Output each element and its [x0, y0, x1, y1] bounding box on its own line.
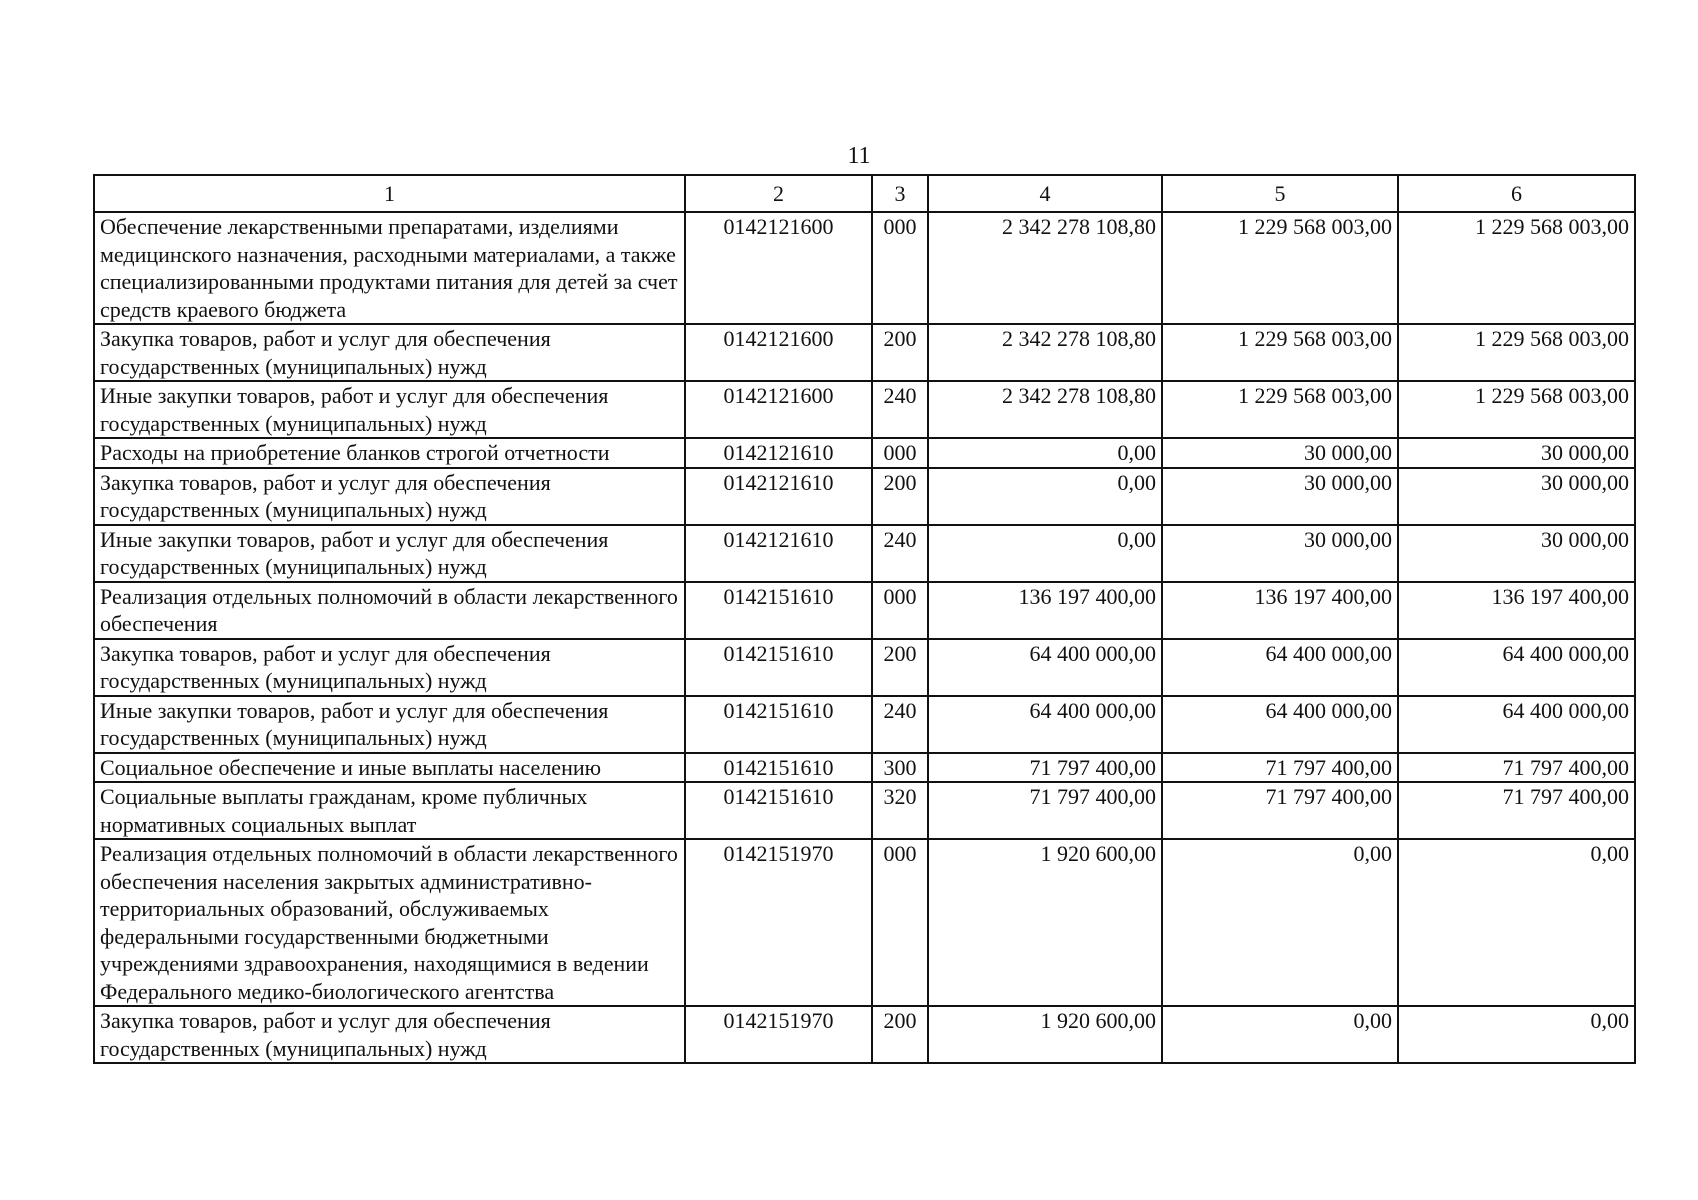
expense-type-code: 240 — [872, 381, 928, 438]
expense-name: Расходы на приобретение бланков строгой отчетности — [94, 438, 685, 468]
column-header: 1 — [94, 175, 685, 212]
column-header: 2 — [685, 175, 872, 212]
amount-col-6: 30 000,00 — [1398, 438, 1635, 468]
expense-name: Социальные выплаты гражданам, кроме публичных нормативных социальных выплат — [94, 782, 685, 839]
expense-type-code: 200 — [872, 324, 928, 381]
column-header: 4 — [928, 175, 1162, 212]
expense-name: Реализация отдельных полномочий в области лекарственного обеспечения — [94, 582, 685, 639]
page-number: 11 — [847, 143, 871, 169]
expense-name: Иные закупки товаров, работ и услуг для обеспечения государственных (муниципальных) нужд — [94, 381, 685, 438]
amount-col-5: 30 000,00 — [1162, 438, 1398, 468]
expense-name: Закупка товаров, работ и услуг для обеспечения государственных (муниципальных) нужд — [94, 324, 685, 381]
table-body — [94, 212, 1635, 1063]
amount-col-6: 1 229 568 003,00 — [1398, 381, 1635, 438]
amount-col-6: 30 000,00 — [1398, 525, 1635, 582]
amount-col-6: 30 000,00 — [1398, 468, 1635, 525]
amount-col-4: 1 920 600,00 — [928, 1006, 1162, 1063]
expense-type-code: 240 — [872, 696, 928, 753]
amount-col-4: 1 920 600,00 — [928, 839, 1162, 1006]
amount-col-5: 64 400 000,00 — [1162, 696, 1398, 753]
target-code: 0142121610 — [685, 525, 872, 582]
table-row — [94, 782, 1635, 839]
expense-name: Иные закупки товаров, работ и услуг для обеспечения государственных (муниципальных) нужд — [94, 696, 685, 753]
table-row — [94, 839, 1635, 1006]
column-header: 5 — [1162, 175, 1398, 212]
amount-col-5: 64 400 000,00 — [1162, 639, 1398, 696]
target-code: 0142151970 — [685, 839, 872, 1006]
expense-type-code: 000 — [872, 212, 928, 324]
amount-col-5: 136 197 400,00 — [1162, 582, 1398, 639]
amount-col-5: 1 229 568 003,00 — [1162, 212, 1398, 324]
target-code: 0142121610 — [685, 468, 872, 525]
amount-col-6: 136 197 400,00 — [1398, 582, 1635, 639]
amount-col-4: 0,00 — [928, 525, 1162, 582]
expense-type-code: 200 — [872, 639, 928, 696]
expense-type-code: 240 — [872, 525, 928, 582]
amount-col-4: 0,00 — [928, 438, 1162, 468]
amount-col-4: 136 197 400,00 — [928, 582, 1162, 639]
amount-col-5: 0,00 — [1162, 1006, 1398, 1063]
amount-col-5: 30 000,00 — [1162, 525, 1398, 582]
expense-type-code: 200 — [872, 468, 928, 525]
amount-col-6: 64 400 000,00 — [1398, 696, 1635, 753]
target-code: 0142151610 — [685, 639, 872, 696]
target-code: 0142121600 — [685, 324, 872, 381]
amount-col-4: 64 400 000,00 — [928, 639, 1162, 696]
expense-name: Закупка товаров, работ и услуг для обеспечения государственных (муниципальных) нужд — [94, 1006, 685, 1063]
amount-col-4: 71 797 400,00 — [928, 782, 1162, 839]
amount-col-4: 0,00 — [928, 468, 1162, 525]
amount-col-4: 2 342 278 108,80 — [928, 324, 1162, 381]
expense-name: Иные закупки товаров, работ и услуг для обеспечения государственных (муниципальных) нужд — [94, 525, 685, 582]
amount-col-6: 1 229 568 003,00 — [1398, 212, 1635, 324]
table-row — [94, 582, 1635, 639]
expense-type-code: 320 — [872, 782, 928, 839]
target-code: 0142121600 — [685, 212, 872, 324]
column-header: 6 — [1398, 175, 1635, 212]
target-code: 0142151610 — [685, 696, 872, 753]
expense-type-code: 200 — [872, 1006, 928, 1063]
table-row — [94, 381, 1635, 438]
amount-col-4: 71 797 400,00 — [928, 753, 1162, 783]
expense-type-code: 000 — [872, 582, 928, 639]
amount-col-4: 2 342 278 108,80 — [928, 212, 1162, 324]
amount-col-6: 1 229 568 003,00 — [1398, 324, 1635, 381]
table-row — [94, 438, 1635, 468]
expense-name: Обеспечение лекарственными препаратами, изделиями медицинского назначения, расходными материалами, а также специализированными продуктами питания для детей за счет средств краевого бюджета — [94, 212, 685, 324]
amount-col-5: 1 229 568 003,00 — [1162, 324, 1398, 381]
target-code: 0142121610 — [685, 438, 872, 468]
expense-name: Реализация отдельных полномочий в области лекарственного обеспечения населения закрытых административно-территориальных образований, обслуживаемых федеральными государственными бюджетными учреждениями здравоохранения, находящимися в ведении Федерального медико-биологического агентства — [94, 839, 685, 1006]
expense-name: Закупка товаров, работ и услуг для обеспечения государственных (муниципальных) нужд — [94, 468, 685, 525]
target-code: 0142151610 — [685, 753, 872, 783]
expense-type-code: 000 — [872, 839, 928, 1006]
header-row — [94, 175, 1635, 212]
table-row — [94, 639, 1635, 696]
budget-table — [93, 174, 1636, 1064]
target-code: 0142121600 — [685, 381, 872, 438]
table-row — [94, 1006, 1635, 1063]
amount-col-5: 0,00 — [1162, 839, 1398, 1006]
amount-col-5: 30 000,00 — [1162, 468, 1398, 525]
amount-col-5: 71 797 400,00 — [1162, 782, 1398, 839]
target-code: 0142151610 — [685, 582, 872, 639]
amount-col-6: 71 797 400,00 — [1398, 753, 1635, 783]
amount-col-5: 1 229 568 003,00 — [1162, 381, 1398, 438]
amount-col-4: 64 400 000,00 — [928, 696, 1162, 753]
table-row — [94, 525, 1635, 582]
table-row — [94, 753, 1635, 783]
amount-col-5: 71 797 400,00 — [1162, 753, 1398, 783]
amount-col-6: 71 797 400,00 — [1398, 782, 1635, 839]
expense-type-code: 000 — [872, 438, 928, 468]
amount-col-6: 0,00 — [1398, 1006, 1635, 1063]
table-row — [94, 212, 1635, 324]
target-code: 0142151970 — [685, 1006, 872, 1063]
expense-name: Закупка товаров, работ и услуг для обеспечения государственных (муниципальных) нужд — [94, 639, 685, 696]
expense-name: Социальное обеспечение и иные выплаты населению — [94, 753, 685, 783]
table-row — [94, 468, 1635, 525]
amount-col-6: 0,00 — [1398, 839, 1635, 1006]
amount-col-6: 64 400 000,00 — [1398, 639, 1635, 696]
table-row — [94, 324, 1635, 381]
column-header: 3 — [872, 175, 928, 212]
amount-col-4: 2 342 278 108,80 — [928, 381, 1162, 438]
target-code: 0142151610 — [685, 782, 872, 839]
expense-type-code: 300 — [872, 753, 928, 783]
table-row — [94, 696, 1635, 753]
